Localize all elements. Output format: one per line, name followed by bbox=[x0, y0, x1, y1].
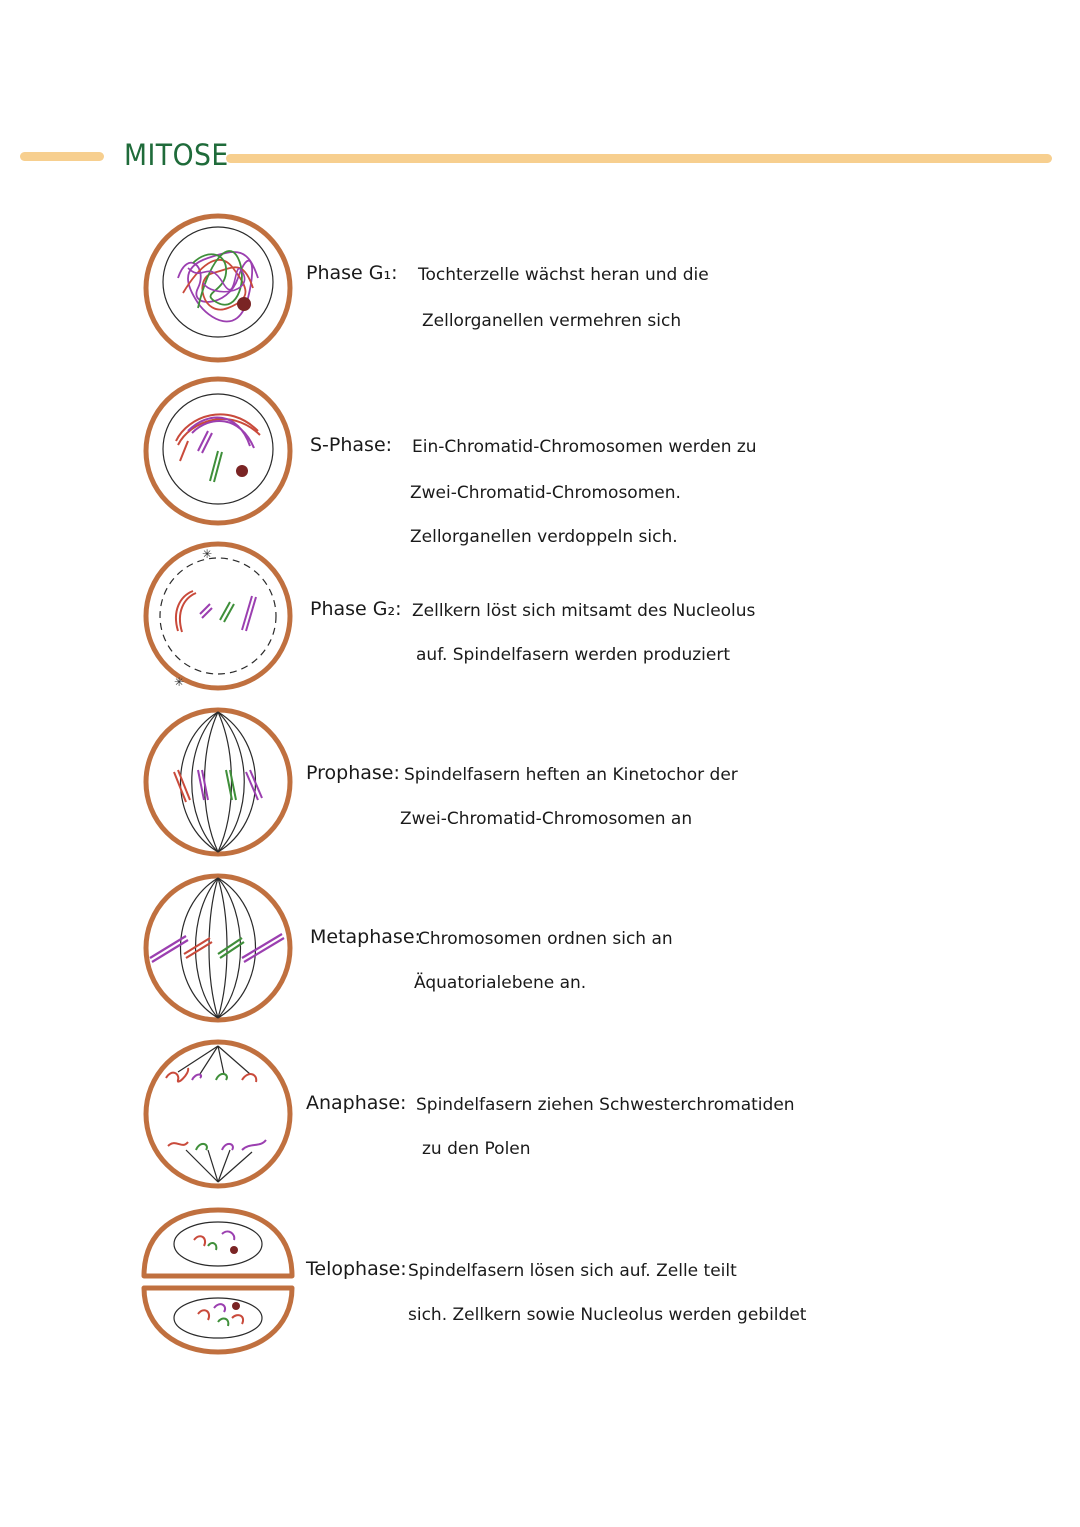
cell-prophase-illustration bbox=[138, 702, 298, 862]
phase-description-line: Spindelfasern heften an Kinetochor der bbox=[404, 765, 738, 785]
phase-name: Phase G₁: bbox=[306, 262, 398, 284]
svg-text:✳: ✳ bbox=[202, 547, 213, 561]
phase-description-line: Zellorganellen vermehren sich bbox=[422, 311, 682, 331]
phase-description-line: sich. Zellkern sowie Nucleolus werden gebildet bbox=[408, 1305, 807, 1325]
svg-text:✳: ✳ bbox=[174, 675, 185, 689]
phase-description-line: Zellkern löst sich mitsamt des Nucleolus bbox=[412, 601, 756, 621]
phase-description-line: auf. Spindelfasern werden produziert bbox=[416, 645, 731, 665]
phase-description-line: Zellorganellen verdoppeln sich. bbox=[410, 527, 678, 547]
phase-description-line: Äquatorialebene an. bbox=[414, 973, 587, 993]
phase-description-line: Ein-Chromatid-Chromosomen werden zu bbox=[412, 437, 757, 457]
cell-metaphase-illustration bbox=[138, 868, 298, 1028]
phase-name: Telophase: bbox=[306, 1258, 407, 1280]
page-title: MITOSE bbox=[124, 138, 229, 172]
cell-s-phase-illustration bbox=[138, 371, 298, 531]
phase-name: S-Phase: bbox=[310, 434, 393, 456]
phase-description-line: zu den Polen bbox=[422, 1139, 531, 1159]
phase-name: Anaphase: bbox=[306, 1092, 407, 1114]
cell-anaphase-illustration bbox=[138, 1034, 298, 1194]
phase-description-line: Spindelfasern ziehen Schwesterchromatiden bbox=[416, 1095, 795, 1115]
phase-description-line: Spindelfasern lösen sich auf. Zelle teilt bbox=[408, 1261, 737, 1281]
cell-telophase-illustration bbox=[138, 1200, 298, 1360]
phase-name: Prophase: bbox=[306, 762, 400, 784]
cell-g1-illustration bbox=[138, 208, 298, 368]
phase-name: Phase G₂: bbox=[310, 598, 402, 620]
cell-g2-illustration bbox=[138, 536, 298, 696]
phase-name: Metaphase: bbox=[310, 926, 421, 948]
phase-description-line: Chromosomen ordnen sich an bbox=[418, 929, 673, 949]
phase-description-line: Zwei-Chromatid-Chromosomen. bbox=[410, 483, 681, 503]
phase-description-line: Zwei-Chromatid-Chromosomen an bbox=[400, 809, 693, 829]
phase-description-line: Tochterzelle wächst heran und die bbox=[418, 265, 709, 285]
